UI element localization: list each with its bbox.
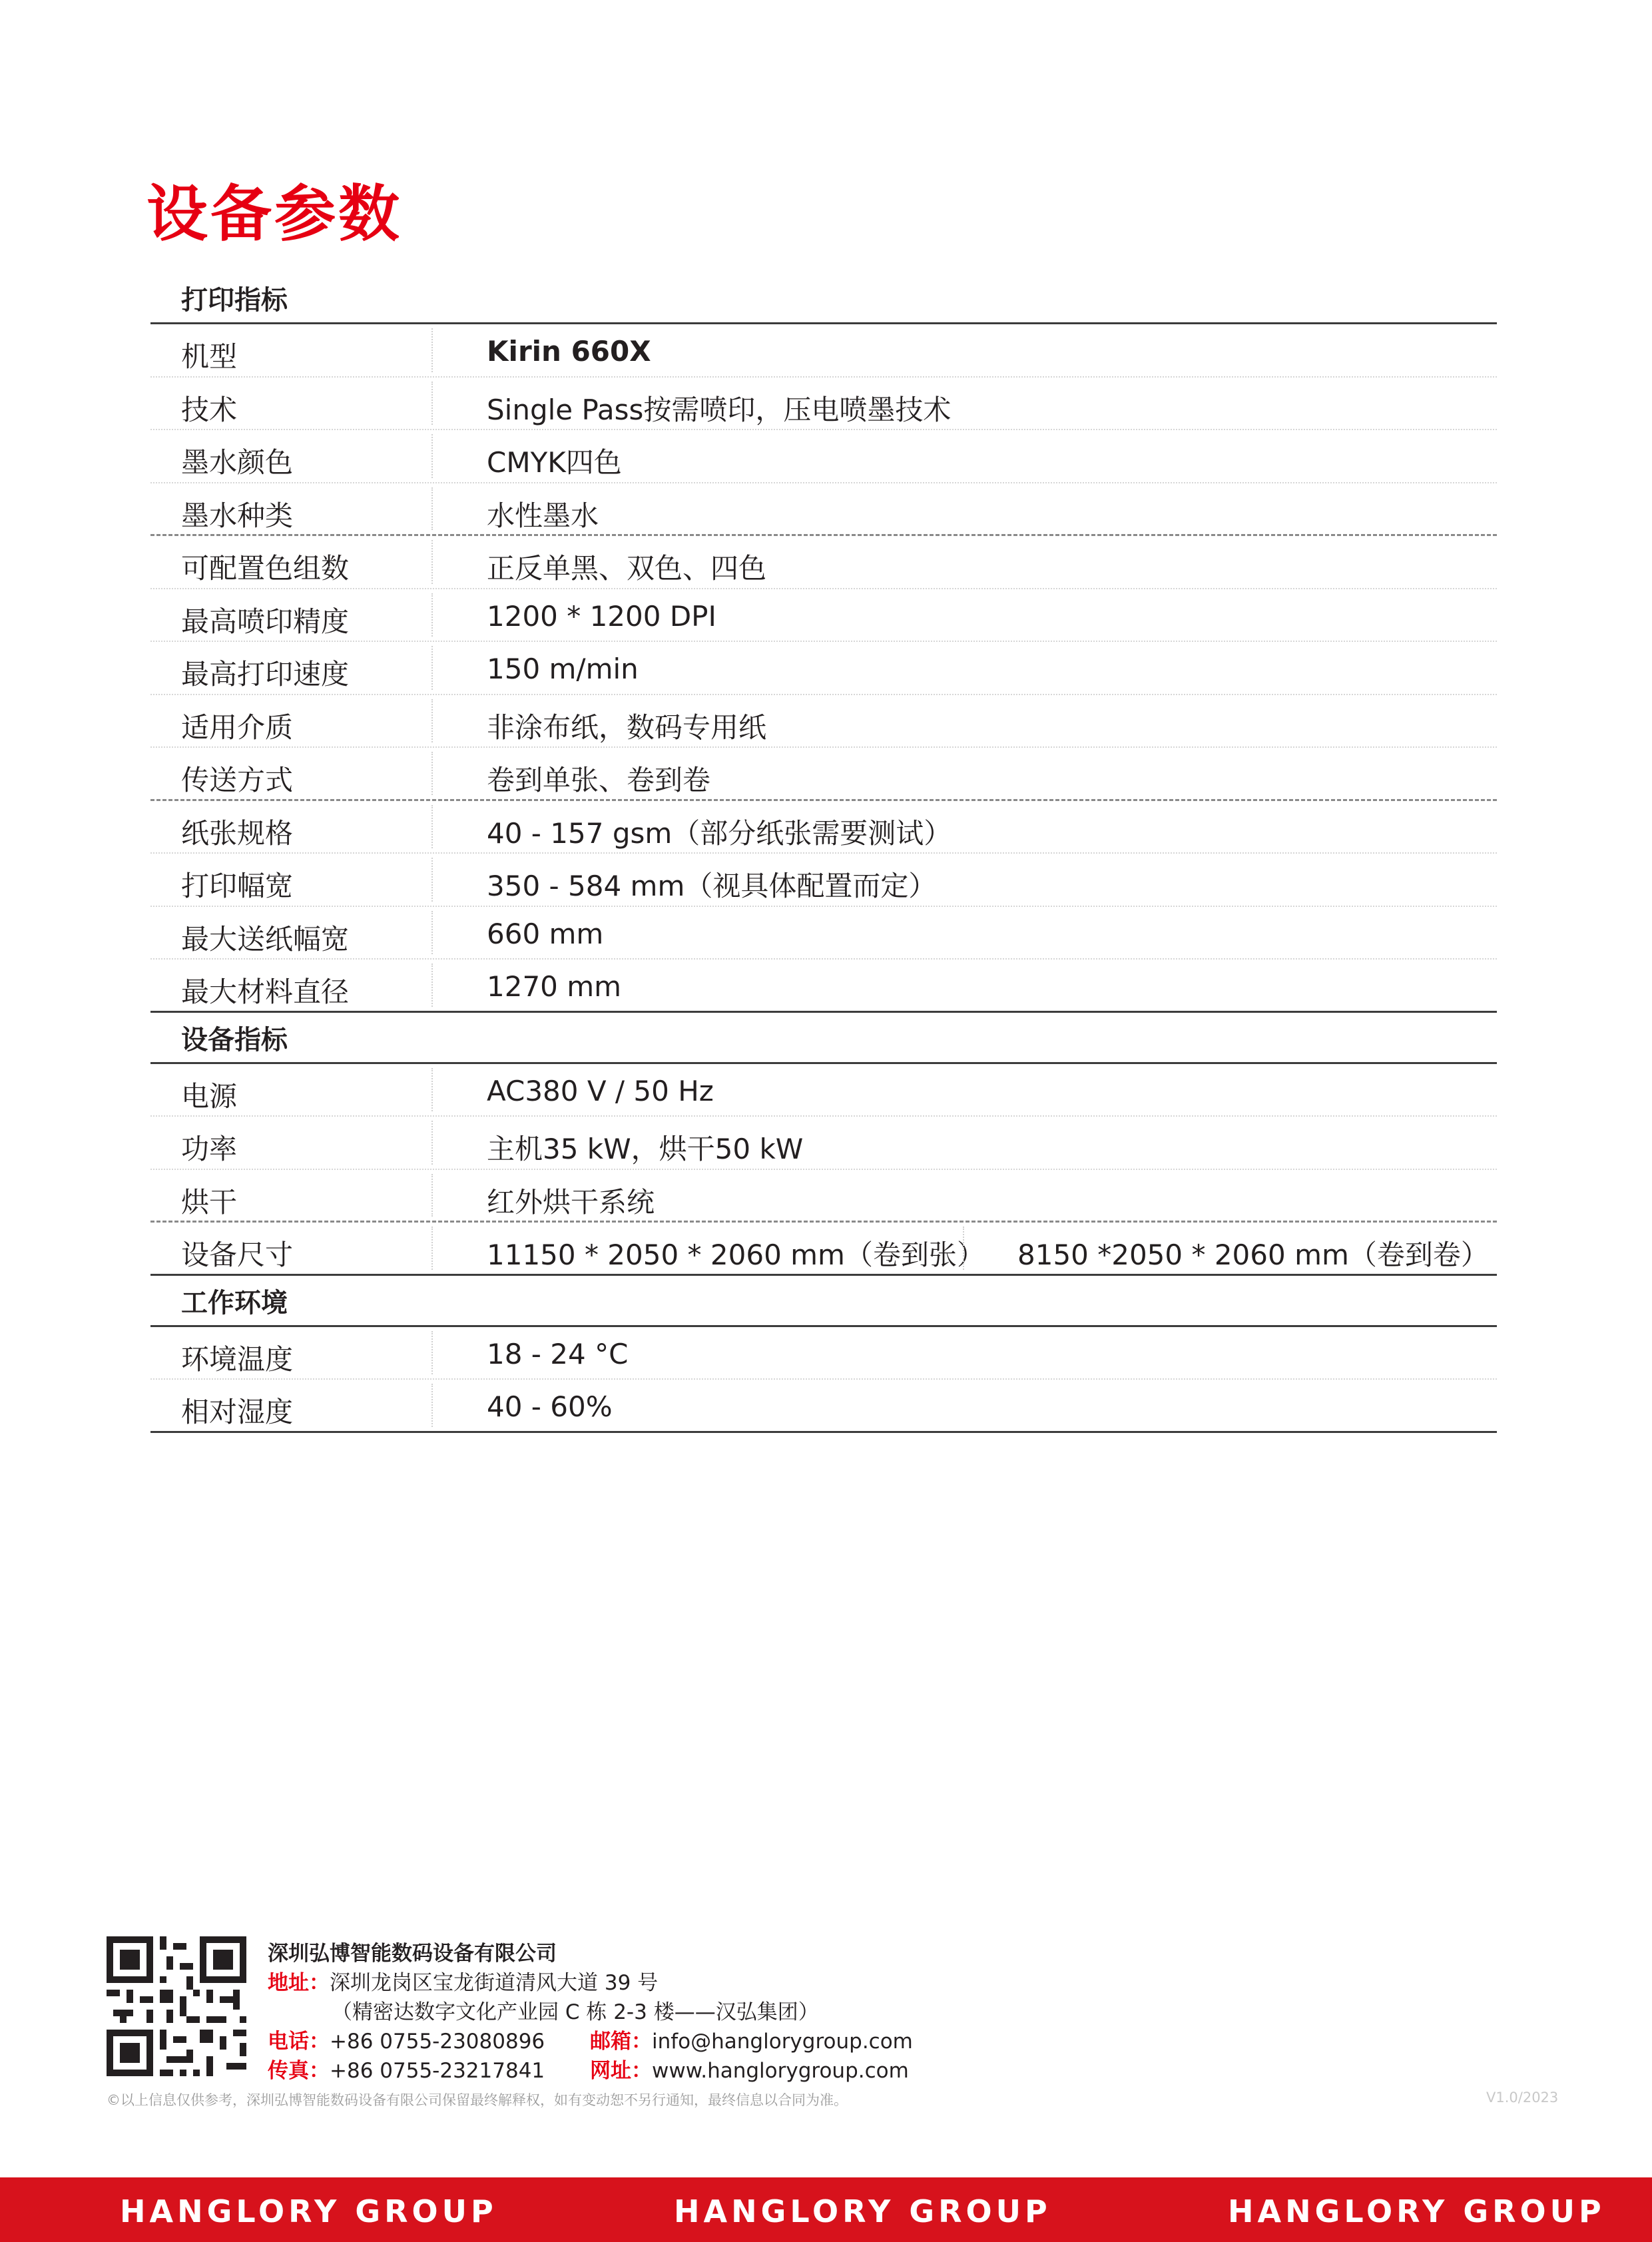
address-line-1: 深圳龙岗区宝龙街道清风大道 39 号: [330, 1971, 659, 1995]
spec-row: [150, 1064, 1497, 1117]
phone-value: +86 0755-23080896: [330, 2030, 545, 2054]
spec-label: 设备尺寸: [181, 1239, 294, 1271]
spec-row: [150, 324, 1497, 378]
spec-row: [150, 536, 1497, 589]
spec-value: 150 m/min: [487, 653, 639, 685]
brand-text: HANGLORY GROUP: [674, 2193, 1051, 2229]
spec-value: 40 - 60%: [487, 1390, 613, 1423]
section-title: 工作环境: [181, 1287, 288, 1318]
spec-value: 350 - 584 mm（视具体配置而定）: [487, 870, 937, 902]
spec-row: [150, 1117, 1497, 1170]
qr-code-icon: [107, 1936, 246, 2076]
spec-row: [150, 378, 1497, 431]
spec-value: 18 - 24 °C: [487, 1337, 629, 1370]
spec-label: 烘干: [181, 1185, 238, 1219]
section-header-print: [150, 273, 1497, 324]
spec-value: 卷到单张、卷到卷: [487, 764, 711, 796]
spec-label: 适用介质: [181, 710, 294, 744]
address-line-2: （精密达数字文化产业园 C 栋 2-3 楼——汉弘集团）: [332, 2000, 819, 2024]
spec-label: 技术: [181, 393, 238, 426]
website-link[interactable]: www.hanglorygroup.com: [652, 2059, 909, 2083]
spec-value: CMYK四色: [487, 446, 622, 479]
spec-label: 最大送纸幅宽: [181, 922, 350, 956]
email-label: 邮箱：: [590, 2030, 652, 2054]
spec-value: 非涂布纸，数码专用纸: [487, 710, 767, 744]
spec-label: 机型: [181, 340, 238, 373]
spec-row: [150, 801, 1497, 854]
spec-value: 1200 * 1200 DPI: [487, 599, 716, 633]
spec-row: [150, 1170, 1497, 1223]
spec-row: [150, 748, 1497, 801]
spec-row: [150, 854, 1497, 907]
spec-row: [150, 1327, 1497, 1380]
section-title: 打印指标: [181, 285, 288, 316]
spec-label: 最高打印速度: [181, 658, 350, 691]
spec-row: [150, 960, 1497, 1013]
spec-label: 相对湿度: [181, 1396, 294, 1428]
spec-value: 红外烘干系统: [487, 1185, 655, 1219]
spec-label: 最高喷印精度: [181, 605, 350, 638]
spec-row: [150, 695, 1497, 748]
spec-label: 电源: [181, 1079, 238, 1113]
section-header-equipment: [150, 1013, 1497, 1064]
spec-value-alt: 8150 *2050 * 2060 mm（卷到卷）: [1017, 1239, 1489, 1271]
brand-text: HANGLORY GROUP: [120, 2193, 497, 2229]
spec-row: [150, 1223, 1497, 1276]
fax-label: 传真：: [268, 2059, 330, 2083]
spec-label: 可配置色组数: [181, 552, 350, 585]
spec-label: 环境温度: [181, 1342, 294, 1376]
disclaimer: ©以上信息仅供参考，深圳弘博智能数码设备有限公司保留最终解释权，如有变动恕不另行通知，最终信息以合同为准。: [107, 2092, 848, 2108]
spec-row: [150, 589, 1497, 643]
spec-row: [150, 907, 1497, 960]
spec-value: 水性墨水: [487, 499, 599, 532]
section-title: 设备指标: [181, 1024, 288, 1055]
version-label: V1.0/2023: [1486, 2090, 1559, 2105]
address-label: 地址：: [268, 1971, 330, 1995]
spec-value: Kirin 660X: [487, 335, 651, 368]
spec-value: 主机35 kW，烘干50 kW: [487, 1133, 804, 1165]
spec-label: 传送方式: [181, 764, 294, 796]
website-label: 网址：: [590, 2059, 652, 2083]
brand-bar: [0, 2177, 1652, 2242]
spec-value: 11150 * 2050 * 2060 mm（卷到张）: [487, 1239, 985, 1271]
spec-label: 打印幅宽: [181, 870, 294, 902]
spec-row: [150, 1380, 1497, 1433]
spec-value: Single Pass按需喷印，压电喷墨技术: [487, 393, 952, 426]
spec-row: [150, 483, 1497, 537]
brand-text: HANGLORY GROUP: [1228, 2193, 1605, 2229]
spec-label: 最大材料直径: [181, 976, 350, 1008]
spec-label: 功率: [181, 1133, 238, 1165]
spec-value: 1270 mm: [487, 970, 622, 1003]
spec-label: 纸张规格: [181, 816, 294, 850]
spec-value: AC380 V / 50 Hz: [487, 1074, 714, 1107]
spec-table: [150, 273, 1497, 1433]
spec-row: [150, 642, 1497, 695]
spec-value: 660 mm: [487, 917, 604, 950]
company-name: 深圳弘博智能数码设备有限公司: [268, 1942, 557, 1966]
spec-label: 墨水颜色: [181, 446, 294, 479]
spec-value: 正反单黑、双色、四色: [487, 552, 767, 585]
page-title: 设备参数: [146, 178, 403, 250]
spec-row: [150, 430, 1497, 483]
spec-value: 40 - 157 gsm（部分纸张需要测试）: [487, 816, 952, 850]
section-header-environment: [150, 1276, 1497, 1327]
phone-label: 电话：: [268, 2030, 330, 2054]
email-link[interactable]: info@hanglorygroup.com: [652, 2030, 913, 2054]
fax-value: +86 0755-23217841: [330, 2059, 545, 2083]
spec-label: 墨水种类: [181, 499, 294, 532]
